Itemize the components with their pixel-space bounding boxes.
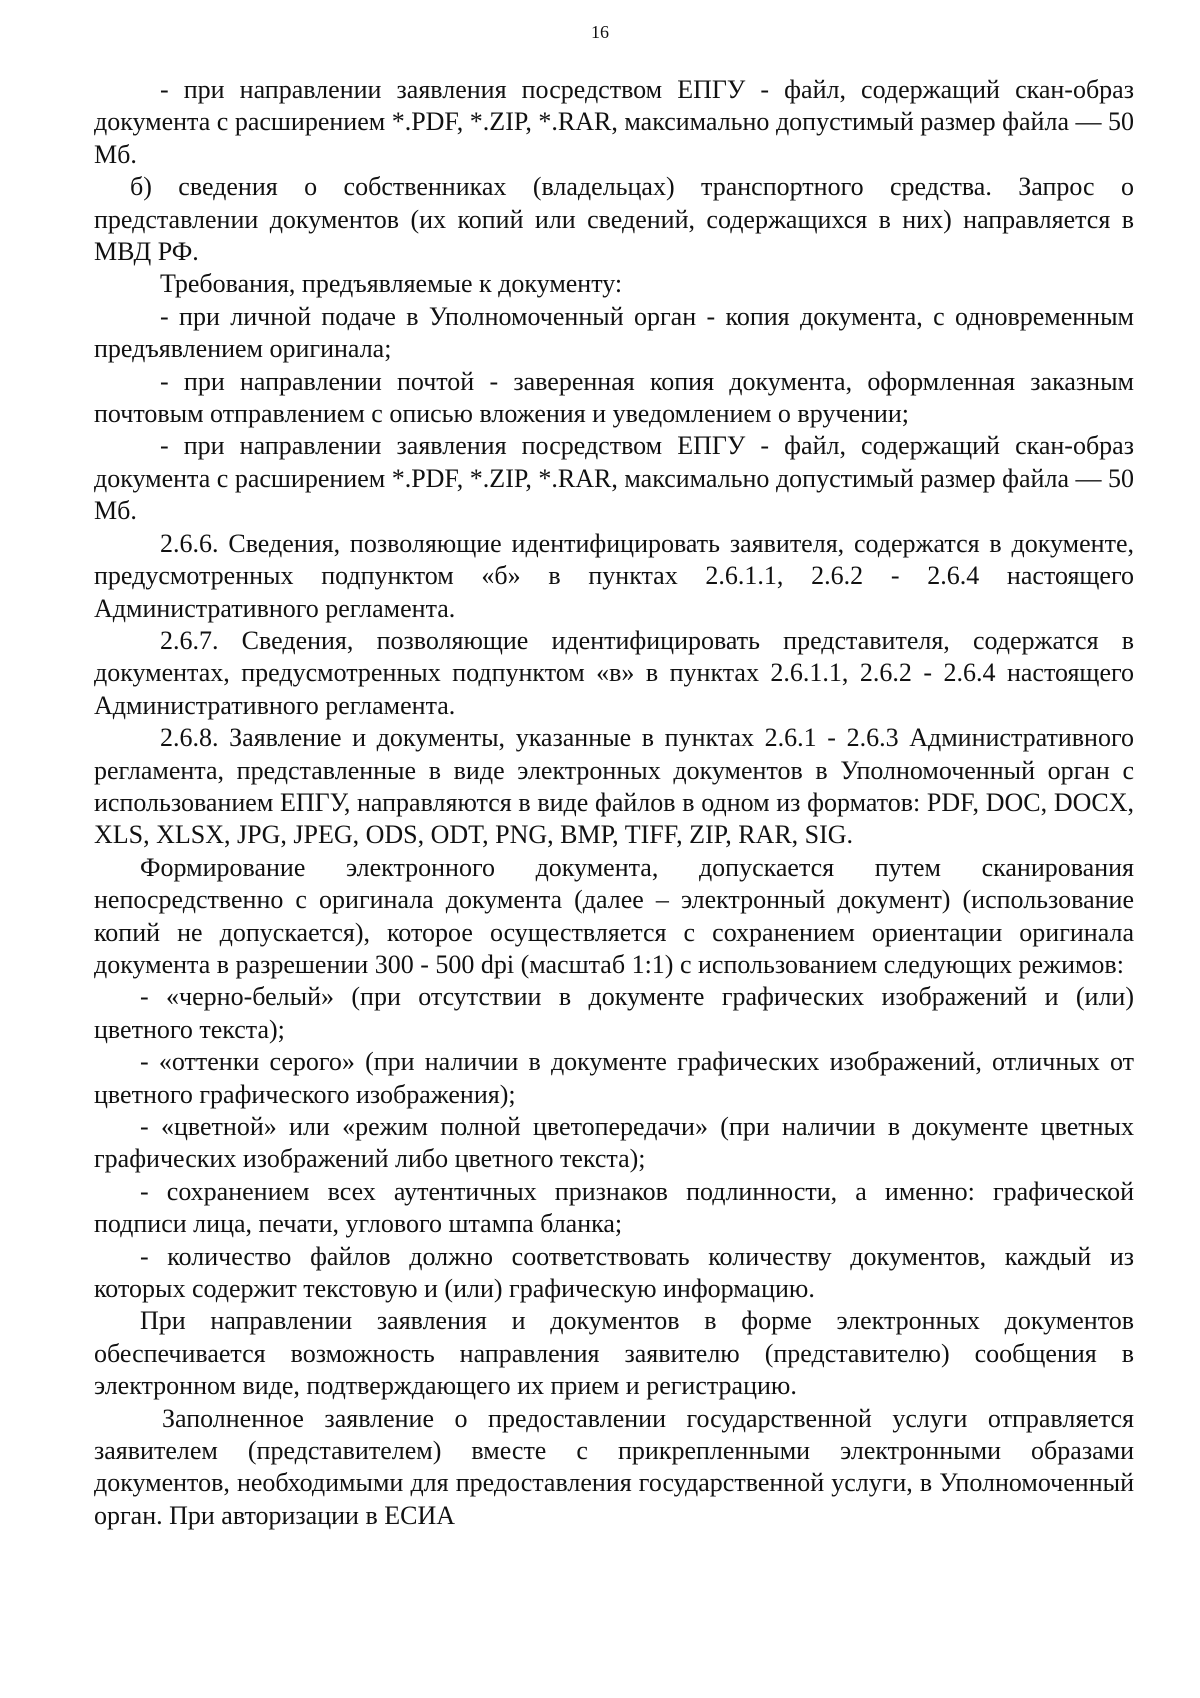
list-item-grayscale: - «оттенки серого» (при наличии в документе графических изображений, отличных от цветного графического изображения);	[94, 1047, 1134, 1109]
paragraph-epgu-file-copy: - при направлении заявления посредством ЕПГУ - файл, содержащий скан-образ документа с расширением *.PDF, *.ZIP, *.RAR, максимально допустимый размер файла — 50 Мб.	[94, 431, 1134, 526]
page-number: 16	[591, 22, 609, 42]
paragraph-scanning-rules: Формирование электронного документа, допускается путем сканирования непосредственно с оригинала документа (далее – электронный документ) (использование копий не допускается), которое осуществляется с сохранением ориентации оригинала документа в разрешении 300 - 500 dpi (масштаб 1:1) с использованием следующих режимов:	[94, 852, 1134, 979]
paragraph-mail-submission: - при направлении почтой - заверенная копия документа, оформленная заказным почтовым отправлением с описью вложения и уведомлением о вручении;	[94, 366, 1134, 429]
paragraph-2-6-6: 2.6.6. Сведения, позволяющие идентифицировать заявителя, содержатся в документе, предусмотренных подпунктом «б» в пунктах 2.6.1.1, 2.6.2 - 2.6.4 настоящего Административного регламента.	[94, 528, 1134, 623]
list-item-black-white: - «черно-белый» (при отсутствии в документе графических изображений и (или) цветного текста);	[94, 982, 1134, 1044]
paragraph-personal-submission: - при личной подаче в Уполномоченный орган - копия документа, с одновременным предъявлением оригинала;	[94, 301, 1134, 364]
paragraph-requirements-heading: Требования, предъявляемые к документу:	[160, 269, 623, 299]
paragraph-2-6-7: 2.6.7. Сведения, позволяющие идентифицировать представителя, содержатся в документах, предусмотренных подпунктом «в» в пунктах 2.6.1.1, 2.6.2 - 2.6.4 настоящего Административного регламента.	[94, 625, 1134, 720]
paragraph-confirmation-message: При направлении заявления и документов в форме электронных документов обеспечивается возможность направления заявителю (представителю) сообщения в электронном виде, подтверждающего их прием и регистрацию.	[94, 1306, 1134, 1401]
list-item-file-count: - количество файлов должно соответствовать количеству документов, каждый из которых содержит текстовую и (или) графическую информацию.	[94, 1241, 1134, 1304]
paragraph-vehicle-owners: б) сведения о собственниках (владельцах) транспортного средства. Запрос о представлении документов (их копий или сведений, содержащихся в них) направляется в МВД РФ.	[94, 172, 1134, 267]
paragraph-epgu-file-owner: - при направлении заявления посредством ЕПГУ - файл, содержащий скан-образ документа с расширением *.PDF, *.ZIP, *.RAR, максимально допустимый размер файла — 50 Мб.	[94, 75, 1134, 169]
list-item-authenticity: - сохранением всех аутентичных признаков подлинности, а именно: графической подписи лица, печати, углового штампа бланка;	[94, 1176, 1134, 1239]
document-body	[94, 74, 1134, 1532]
paragraph-filled-application: Заполненное заявление о предоставлении государственной услуги отправляется заявителем (представителем) вместе с прикрепленными электронными образами документов, необходимыми для предоставления государственной услуги, в Уполномоченный орган. При авторизации в ЕСИА	[94, 1403, 1134, 1530]
list-item-color: - «цветной» или «режим полной цветопередачи» (при наличии в документе цветных графических изображений либо цветного текста);	[94, 1112, 1134, 1174]
paragraph-2-6-8: 2.6.8. Заявление и документы, указанные в пунктах 2.6.1 - 2.6.3 Административного регламента, представленные в виде электронных документов в Уполномоченный орган с использованием ЕПГУ, направляются в виде файлов в одном из форматов: PDF, DOC, DOCX, XLS, XLSX, JPG, JPEG, ODS, ODT, PNG, BMP, TIFF, ZIP, RAR, SIG.	[94, 723, 1134, 850]
